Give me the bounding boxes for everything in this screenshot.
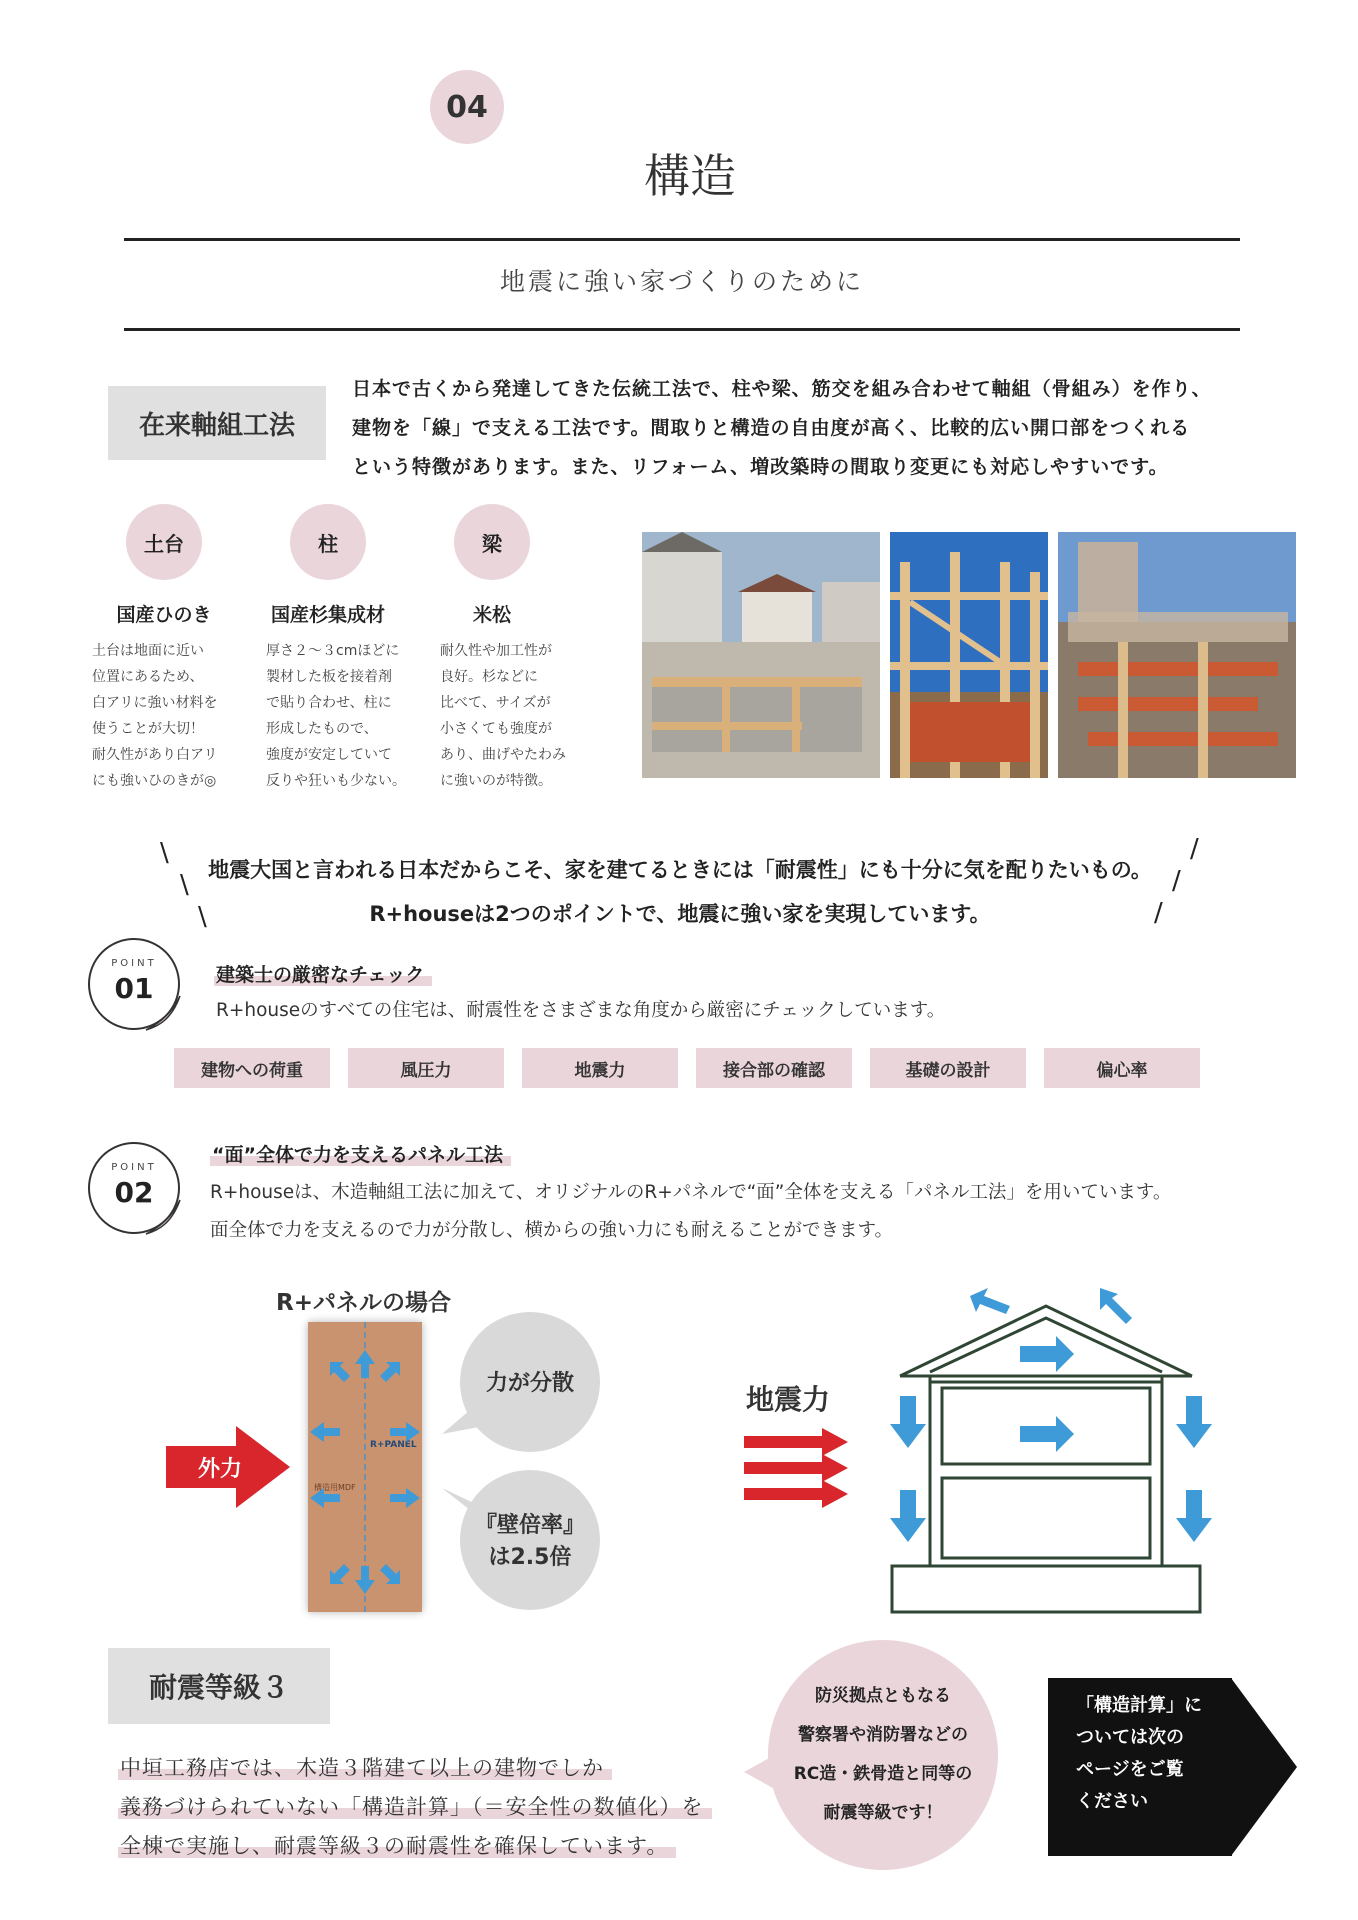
deco-slash: \ xyxy=(198,902,207,932)
grade-text-line: 全棟で実施し、耐震等級３の耐震性を確保しています。 xyxy=(118,1830,676,1860)
material-description: 土台は地面に近い 位置にあるため、 白アリに強い材料を 使うことが大切！ 耐久性があり白アリ にも強いひのきが◎ xyxy=(92,643,218,789)
point-01-badge: POINT 01 xyxy=(88,938,180,1030)
construction-photo-foundation xyxy=(642,532,880,778)
point-02-title: “面”全体で力を支えるパネル工法 xyxy=(210,1140,511,1167)
point-02-badge: POINT 02 xyxy=(88,1142,180,1234)
page-subtitle: 地震に強い家づくりのために xyxy=(499,267,864,296)
external-force-label: 外力 xyxy=(198,1457,243,1482)
panel-diagram-title: R+パネルの場合 xyxy=(276,1290,451,1316)
seismic-force-arrows xyxy=(744,1428,848,1510)
deco-slash: / xyxy=(1172,866,1181,896)
seismic-force-label: 地震力 xyxy=(746,1383,831,1416)
quake-message-line: 地震大国と言われる日本だからこそ、家を建てるときには「耐震性」にも十分に気を配りたいもの。 xyxy=(208,858,1152,882)
point-01-text: R+houseのすべての住宅は、耐震性をさまざまな角度から厳密にチェックしています。 xyxy=(216,1000,946,1021)
r-plus-panel xyxy=(308,1322,422,1612)
construction-photo-panels xyxy=(1058,532,1296,778)
construction-photo-framing xyxy=(890,532,1048,778)
quake-message-line: R+houseは2つのポイントで、地震に強い家を実現しています。 xyxy=(369,902,991,926)
info-bubble: 防災拠点ともなる 警察署や消防署などの RC造・鉄骨造と同等の 耐震等級です！ xyxy=(768,1640,998,1870)
grade-text-line: 中垣工務店では、木造３階建て以上の建物でしか xyxy=(118,1752,612,1782)
deco-slash: \ xyxy=(180,870,189,900)
panel-tag: 構造用MDF xyxy=(314,1483,356,1492)
material-part-dodai: 土台 xyxy=(126,504,202,580)
check-chip: 偏心率 xyxy=(1044,1048,1200,1088)
material-part-hashira: 柱 xyxy=(290,504,366,580)
deco-slash: / xyxy=(1190,834,1199,864)
top-rule xyxy=(124,238,1240,241)
house-structure-diagram xyxy=(870,1284,1220,1620)
bubble-wall-ratio-text: 『壁倍率』 は2.5倍 xyxy=(474,1513,585,1570)
check-chip: 風圧力 xyxy=(348,1048,504,1088)
seismic-grade-label: 耐震等級３ xyxy=(108,1648,330,1724)
page-curl-icon xyxy=(142,992,182,1032)
grade-text-line: 義務づけられていない「構造計算」（＝安全性の数値化）を xyxy=(118,1791,712,1821)
material-name: 国産杉集成材 xyxy=(270,604,385,626)
bubble-dispersion-text: 力が分散 xyxy=(485,1371,574,1396)
material-description: 厚さ２〜３cmほどに 製材した板を接着剤 で貼り合わせ、柱に 形成したもので、 強度が安定していて 反りや狂いも少ない。 xyxy=(266,643,406,789)
material-name: 米松 xyxy=(472,604,511,626)
section-number-badge: 04 xyxy=(430,70,504,144)
material-name: 国産ひのき xyxy=(116,604,212,626)
dispersion-arrows xyxy=(308,1322,422,1612)
next-arrow-icon[interactable] xyxy=(1231,1678,1297,1856)
method-label: 在来軸組工法 xyxy=(108,386,326,460)
page-title: 構造 xyxy=(644,149,736,203)
deco-slash: \ xyxy=(160,838,169,868)
point-02-text: R+houseは、木造軸組工法に加えて、オリジナルのR+パネルで“面”全体を支える「パネル工法」を用いています。 面全体で力を支えるので力が分散し、横からの強い力にも耐えることができます。 xyxy=(210,1182,1172,1241)
point-01-title: 建築士の厳密なチェック xyxy=(214,960,432,987)
next-page-reference[interactable]: 「構造計算」に ついては次の ページをご覧 ください xyxy=(1048,1678,1232,1856)
check-chip: 接合部の確認 xyxy=(696,1048,852,1088)
page-curl-icon xyxy=(142,1196,182,1236)
material-description: 耐久性や加工性が 良好。杉などに 比べて、サイズが 小さくても強度が あり、曲げやたわみ に強いのが特徴。 xyxy=(440,643,566,789)
panel-brand: R+PANEL xyxy=(370,1440,417,1450)
check-chip: 地震力 xyxy=(522,1048,678,1088)
check-chip: 基礎の設計 xyxy=(870,1048,1026,1088)
deco-slash: / xyxy=(1154,898,1163,928)
material-part-hari: 梁 xyxy=(454,504,530,580)
check-chip: 建物への荷重 xyxy=(174,1048,330,1088)
bottom-rule xyxy=(124,328,1240,331)
method-description: 日本で古くから発達してきた伝統工法で、柱や梁、筋交を組み合わせて軸組（骨組み）を作り、 建物を「線」で支える工法です。間取りと構造の自由度が高く、比較的広い開口部をつくれる という特徴があります。また、リフォーム、増改築時の間取り変更にも対応しやすいです。 xyxy=(352,378,1212,478)
